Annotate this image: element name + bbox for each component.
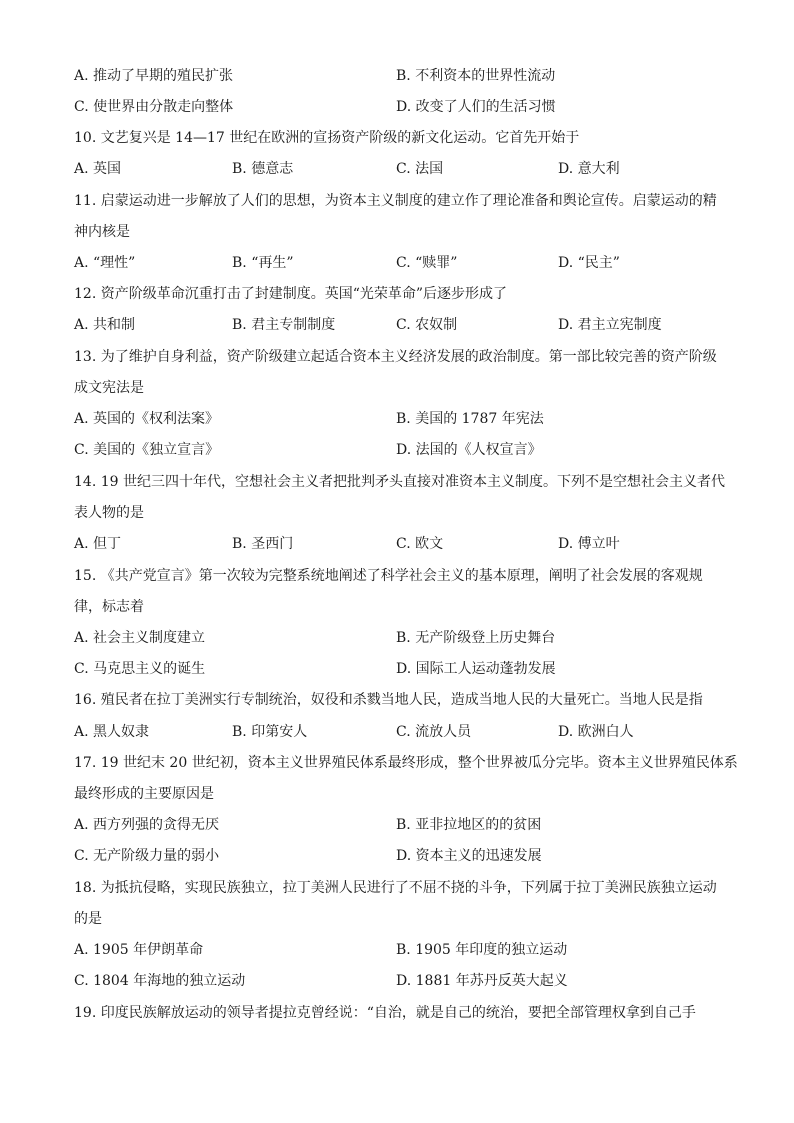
- q10-option-b: B. 德意志: [232, 161, 294, 177]
- q16-option-b: B. 印第安人: [232, 724, 308, 740]
- q11-options: [74, 253, 724, 273]
- q9-option-c: C. 使世界由分散走向整体: [74, 99, 234, 115]
- q14-stem-line-1: 14. 19 世纪三四十年代，空想社会主义者把批判矛头直接对准资本主义制度。下列不是空想社会主义者代: [74, 474, 725, 490]
- q12-option-d: D. 君主立宪制度: [558, 317, 662, 333]
- q11-stem-line-1: 11. 启蒙运动进一步解放了人们的思想，为资本主义制度的建立作了理论准备和舆论宣传。启蒙运动的精: [74, 193, 717, 209]
- q13-options-row-1: [74, 409, 724, 429]
- q17-option-a: A. 西方列强的贪得无厌: [74, 817, 220, 833]
- q12-option-a: A. 共和制: [74, 317, 136, 333]
- q17-option-c: C. 无产阶级力量的弱小: [74, 848, 220, 864]
- q14-option-a: A. 但丁: [74, 536, 122, 552]
- q16-option-d: D. 欧洲白人: [558, 724, 634, 740]
- q14-option-b: B. 圣西门: [232, 536, 294, 552]
- q9-option-b: B. 不利资本的世界性流动: [396, 68, 556, 84]
- q17-option-b: B. 亚非拉地区的的贫困: [396, 817, 542, 833]
- q15-option-c: C. 马克思主义的诞生: [74, 661, 206, 677]
- q10-option-a: A. 英国: [74, 161, 122, 177]
- q11-option-d: D. “民主”: [558, 255, 620, 271]
- q16-option-c: C. 流放人员: [396, 724, 472, 740]
- q15-option-d: D. 国际工人运动蓬勃发展: [396, 661, 556, 677]
- q18-option-d: D. 1881 年苏丹反英大起义: [396, 973, 568, 989]
- q15-options-row-1: [74, 628, 724, 648]
- q10-option-c: C. 法国: [396, 161, 444, 177]
- q15-options-row-2: [74, 659, 724, 679]
- q17-options-row-2: [74, 846, 724, 866]
- q11-option-b: B. “再生”: [232, 255, 294, 271]
- q19-stem-line-1: 19. 印度民族解放运动的领导者提拉克曾经说：“自治，就是自己的统治，要把全部管理权拿到自己手: [74, 1005, 696, 1021]
- q18-option-a: A. 1905 年伊朗革命: [74, 942, 204, 958]
- q9-options-row-1: [74, 66, 724, 86]
- q9-options-row-2: [74, 97, 724, 117]
- q13-stem-line-2: 成文宪法是: [74, 380, 144, 396]
- q16-option-a: A. 黑人奴隶: [74, 724, 150, 740]
- q18-option-c: C. 1804 年海地的独立运动: [74, 973, 246, 989]
- q9-option-a: A. 推动了早期的殖民扩张: [74, 68, 234, 84]
- q14-stem-line-2: 表人物的是: [74, 505, 144, 521]
- q13-options-row-2: [74, 440, 724, 460]
- q14-option-c: C. 欧文: [396, 536, 444, 552]
- q9-option-d: D. 改变了人们的生活习惯: [396, 99, 556, 115]
- q18-option-b: B. 1905 年印度的独立运动: [396, 942, 568, 958]
- q16-stem: 16. 殖民者在拉丁美洲实行专制统治，奴役和杀戮当地人民，造成当地人民的大量死亡。当地人民是指: [74, 692, 703, 708]
- q17-stem-line-2: 最终形成的主要原因是: [74, 786, 214, 802]
- q17-option-d: D. 资本主义的迅速发展: [396, 848, 542, 864]
- q13-option-c: C. 美国的《独立宣言》: [74, 442, 220, 458]
- q13-option-b: B. 美国的 1787 年宪法: [396, 411, 544, 427]
- q15-option-b: B. 无产阶级登上历史舞台: [396, 630, 556, 646]
- q12-stem: 12. 资产阶级革命沉重打击了封建制度。英国“光荣革命”后逐步形成了: [74, 286, 508, 302]
- q10-options: [74, 159, 724, 179]
- q13-stem-line-1: 13. 为了维护自身利益，资产阶级建立起适合资本主义经济发展的政治制度。第一部比较完善的资产阶级: [74, 349, 717, 365]
- q18-options-row-1: [74, 940, 724, 960]
- q12-option-b: B. 君主专制制度: [232, 317, 336, 333]
- q17-options-row-1: [74, 815, 724, 835]
- q15-option-a: A. 社会主义制度建立: [74, 630, 206, 646]
- q10-option-d: D. 意大利: [558, 161, 620, 177]
- q11-option-a: A. “理性”: [74, 255, 136, 271]
- q11-option-c: C. “赎罪”: [396, 255, 458, 271]
- q13-option-a: A. 英国的《权利法案》: [74, 411, 220, 427]
- q18-stem-line-1: 18. 为抵抗侵略，实现民族独立，拉丁美洲人民进行了不屈不挠的斗争，下列属于拉丁美洲民族独立运动: [74, 880, 717, 896]
- q11-stem-line-2: 神内核是: [74, 224, 130, 240]
- q18-stem-line-2: 的是: [74, 911, 102, 927]
- q14-options: [74, 534, 724, 554]
- q18-options-row-2: [74, 971, 724, 991]
- q17-stem-line-1: 17. 19 世纪末 20 世纪初，资本主义世界殖民体系最终形成，整个世界被瓜分完毕。资本主义世界殖民体系: [74, 755, 738, 771]
- q12-options: [74, 315, 724, 335]
- q13-option-d: D. 法国的《人权宣言》: [396, 442, 542, 458]
- q16-options: [74, 722, 724, 742]
- q15-stem-line-1: 15. 《共产党宣言》第一次较为完整系统地阐述了科学社会主义的基本原理，阐明了社会发展的客观规: [74, 568, 703, 584]
- q12-option-c: C. 农奴制: [396, 317, 458, 333]
- q10-stem: 10. 文艺复兴是 14—17 世纪在欧洲的宣扬资产阶级的新文化运动。它首先开始于: [74, 130, 580, 146]
- q14-option-d: D. 傅立叶: [558, 536, 620, 552]
- q15-stem-line-2: 律，标志着: [74, 599, 144, 615]
